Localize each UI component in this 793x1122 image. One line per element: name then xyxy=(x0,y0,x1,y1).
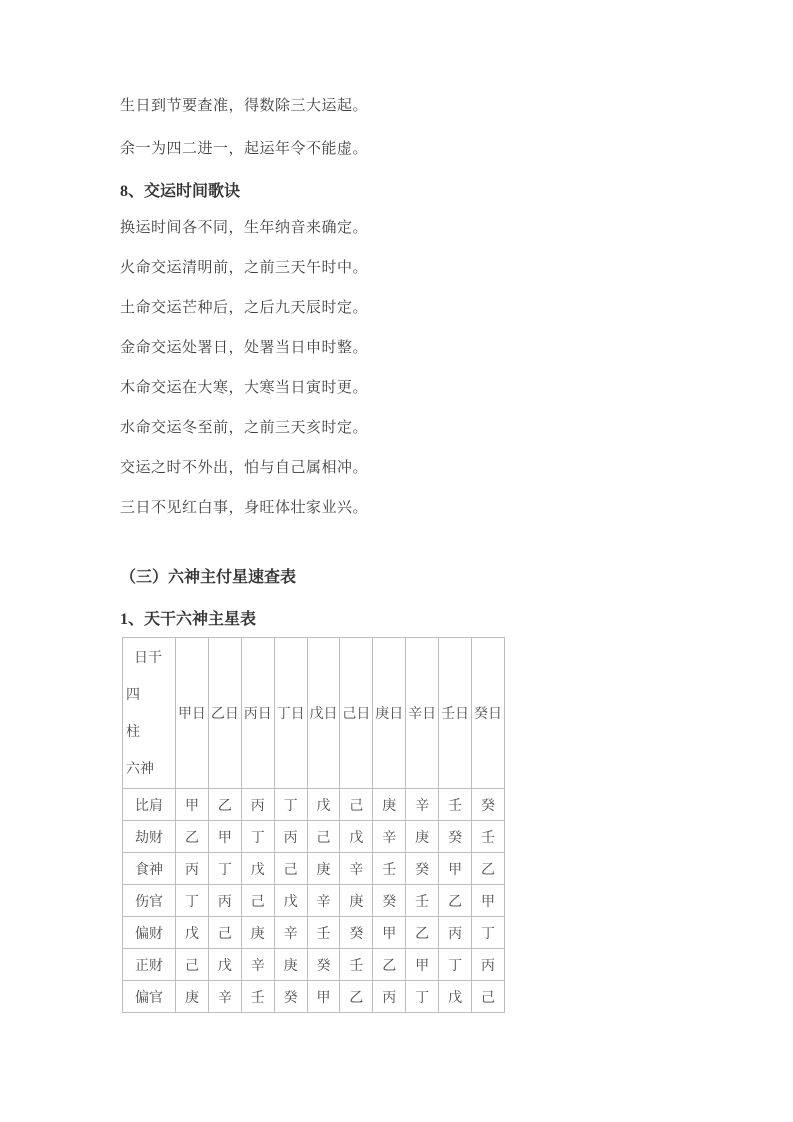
stem-cell: 壬 xyxy=(340,949,373,981)
stem-cell: 戊 xyxy=(176,917,209,949)
stem-cell: 甲 xyxy=(439,853,472,885)
stem-cell: 戊 xyxy=(208,949,241,981)
poem-line: 金命交运处署日，处署当日申时整。 xyxy=(120,340,369,356)
stem-cell: 甲 xyxy=(307,981,340,1013)
stem-cell: 壬 xyxy=(241,981,274,1013)
stem-cell: 癸 xyxy=(274,981,307,1013)
poem-line: 木命交运在大寒，大寒当日寅时更。 xyxy=(120,380,369,396)
stem-cell: 丙 xyxy=(373,981,406,1013)
poem-line: 火命交运清明前，之前三天午时中。 xyxy=(120,260,369,276)
day-column-header: 丙日 xyxy=(241,638,274,789)
stem-cell: 己 xyxy=(472,981,505,1013)
stem-cell: 丁 xyxy=(176,885,209,917)
stem-cell: 丙 xyxy=(176,853,209,885)
stem-cell: 庚 xyxy=(274,949,307,981)
stem-cell: 癸 xyxy=(340,917,373,949)
intro-line: 余一为四二进一，起运年令不能虚。 xyxy=(120,141,369,157)
stem-cell: 戊 xyxy=(340,821,373,853)
table-row xyxy=(123,789,505,821)
table-body xyxy=(123,638,505,1013)
stem-cell: 乙 xyxy=(176,821,209,853)
stem-cell: 己 xyxy=(340,789,373,821)
stem-cell: 甲 xyxy=(472,885,505,917)
stem-cell: 乙 xyxy=(373,949,406,981)
stem-cell: 乙 xyxy=(472,853,505,885)
stem-cell: 丙 xyxy=(241,789,274,821)
table-row xyxy=(123,981,505,1013)
heading-section-six-gods: （三）六神主付星速查表 xyxy=(120,569,297,586)
day-column-header: 乙日 xyxy=(208,638,241,789)
stem-cell: 乙 xyxy=(439,885,472,917)
stem-cell: 乙 xyxy=(406,917,439,949)
stem-cell: 丁 xyxy=(439,949,472,981)
day-column-header: 甲日 xyxy=(176,638,209,789)
corner-cell-content xyxy=(123,638,175,788)
table-row xyxy=(123,917,505,949)
stem-cell: 癸 xyxy=(472,789,505,821)
stem-cell: 壬 xyxy=(307,917,340,949)
day-column-header: 庚日 xyxy=(373,638,406,789)
stem-cell: 甲 xyxy=(373,917,406,949)
corner-label-four-pillars-six-gods: 六神 xyxy=(126,762,154,777)
stem-cell: 乙 xyxy=(208,789,241,821)
stem-cell: 丁 xyxy=(241,821,274,853)
stem-cell: 癸 xyxy=(307,949,340,981)
row-label-cell: 正财 xyxy=(123,949,176,981)
stem-cell: 辛 xyxy=(373,821,406,853)
stem-cell: 丙 xyxy=(472,949,505,981)
stem-cell: 壬 xyxy=(439,789,472,821)
corner-label-four-pillars-six-gods: 四 xyxy=(126,688,140,703)
stem-cell: 丙 xyxy=(208,885,241,917)
jiaoyun-poem xyxy=(120,220,680,516)
stem-cell: 己 xyxy=(176,949,209,981)
stem-cell: 乙 xyxy=(340,981,373,1013)
stem-cell: 丙 xyxy=(274,821,307,853)
table-row xyxy=(123,885,505,917)
day-column-header: 丁日 xyxy=(274,638,307,789)
stem-cell: 丁 xyxy=(406,981,439,1013)
stem-cell: 甲 xyxy=(406,949,439,981)
day-column-header: 辛日 xyxy=(406,638,439,789)
day-column-header: 癸日 xyxy=(472,638,505,789)
stem-cell: 壬 xyxy=(472,821,505,853)
stem-cell: 己 xyxy=(274,853,307,885)
stem-cell: 壬 xyxy=(373,853,406,885)
stem-cell: 戊 xyxy=(274,885,307,917)
stem-cell: 辛 xyxy=(406,789,439,821)
row-label-cell: 偏官 xyxy=(123,981,176,1013)
stem-cell: 戊 xyxy=(307,789,340,821)
day-column-header: 壬日 xyxy=(439,638,472,789)
stem-cell: 癸 xyxy=(439,821,472,853)
six-gods-main-star-table xyxy=(122,637,505,1013)
row-label-cell: 伤官 xyxy=(123,885,176,917)
stem-cell: 癸 xyxy=(406,853,439,885)
stem-cell: 己 xyxy=(307,821,340,853)
heading-heavenly-stems-table: 1、天干六神主星表 xyxy=(120,611,257,628)
stem-cell: 庚 xyxy=(241,917,274,949)
table-row xyxy=(123,949,505,981)
heading-jiaoyun-time-song: 8、交运时间歌诀 xyxy=(120,183,241,200)
stem-cell: 庚 xyxy=(176,981,209,1013)
poem-line: 土命交运芒种后，之后九天辰时定。 xyxy=(120,300,369,316)
poem-line: 三日不见红白事，身旺体壮家业兴。 xyxy=(120,500,369,516)
day-column-header: 戊日 xyxy=(307,638,340,789)
corner-label-four-pillars-six-gods: 柱 xyxy=(126,725,140,740)
stem-cell: 己 xyxy=(241,885,274,917)
stem-cell: 戊 xyxy=(241,853,274,885)
stem-cell: 壬 xyxy=(406,885,439,917)
table-row xyxy=(123,821,505,853)
intro-line: 生日到节要查准，得数除三大运起。 xyxy=(120,98,369,114)
stem-cell: 庚 xyxy=(307,853,340,885)
stem-cell: 丙 xyxy=(439,917,472,949)
stem-cell: 甲 xyxy=(208,821,241,853)
row-label-cell: 比肩 xyxy=(123,789,176,821)
corner-label-day-stem: 日干 xyxy=(134,651,162,666)
stem-cell: 辛 xyxy=(241,949,274,981)
stem-cell: 庚 xyxy=(373,789,406,821)
stem-cell: 庚 xyxy=(340,885,373,917)
stem-cell: 辛 xyxy=(307,885,340,917)
row-label-cell: 食神 xyxy=(123,853,176,885)
stem-cell: 庚 xyxy=(406,821,439,853)
stem-cell: 甲 xyxy=(176,789,209,821)
row-label-cell: 劫财 xyxy=(123,821,176,853)
table-header-row xyxy=(123,638,505,789)
row-label-cell: 偏财 xyxy=(123,917,176,949)
table-corner-cell xyxy=(123,638,176,789)
poem-line: 交运之时不外出，怕与自己属相冲。 xyxy=(120,460,369,476)
stem-cell: 辛 xyxy=(340,853,373,885)
stem-cell: 丁 xyxy=(208,853,241,885)
table-row xyxy=(123,853,505,885)
stem-cell: 辛 xyxy=(208,981,241,1013)
poem-line: 换运时间各不同，生年纳音来确定。 xyxy=(120,220,369,236)
day-column-header: 己日 xyxy=(340,638,373,789)
stem-cell: 丁 xyxy=(472,917,505,949)
stem-cell: 戊 xyxy=(439,981,472,1013)
stem-cell: 辛 xyxy=(274,917,307,949)
stem-cell: 己 xyxy=(208,917,241,949)
poem-line: 水命交运冬至前，之前三天亥时定。 xyxy=(120,420,369,436)
stem-cell: 癸 xyxy=(373,885,406,917)
page-content xyxy=(120,98,680,1013)
stem-cell: 丁 xyxy=(274,789,307,821)
